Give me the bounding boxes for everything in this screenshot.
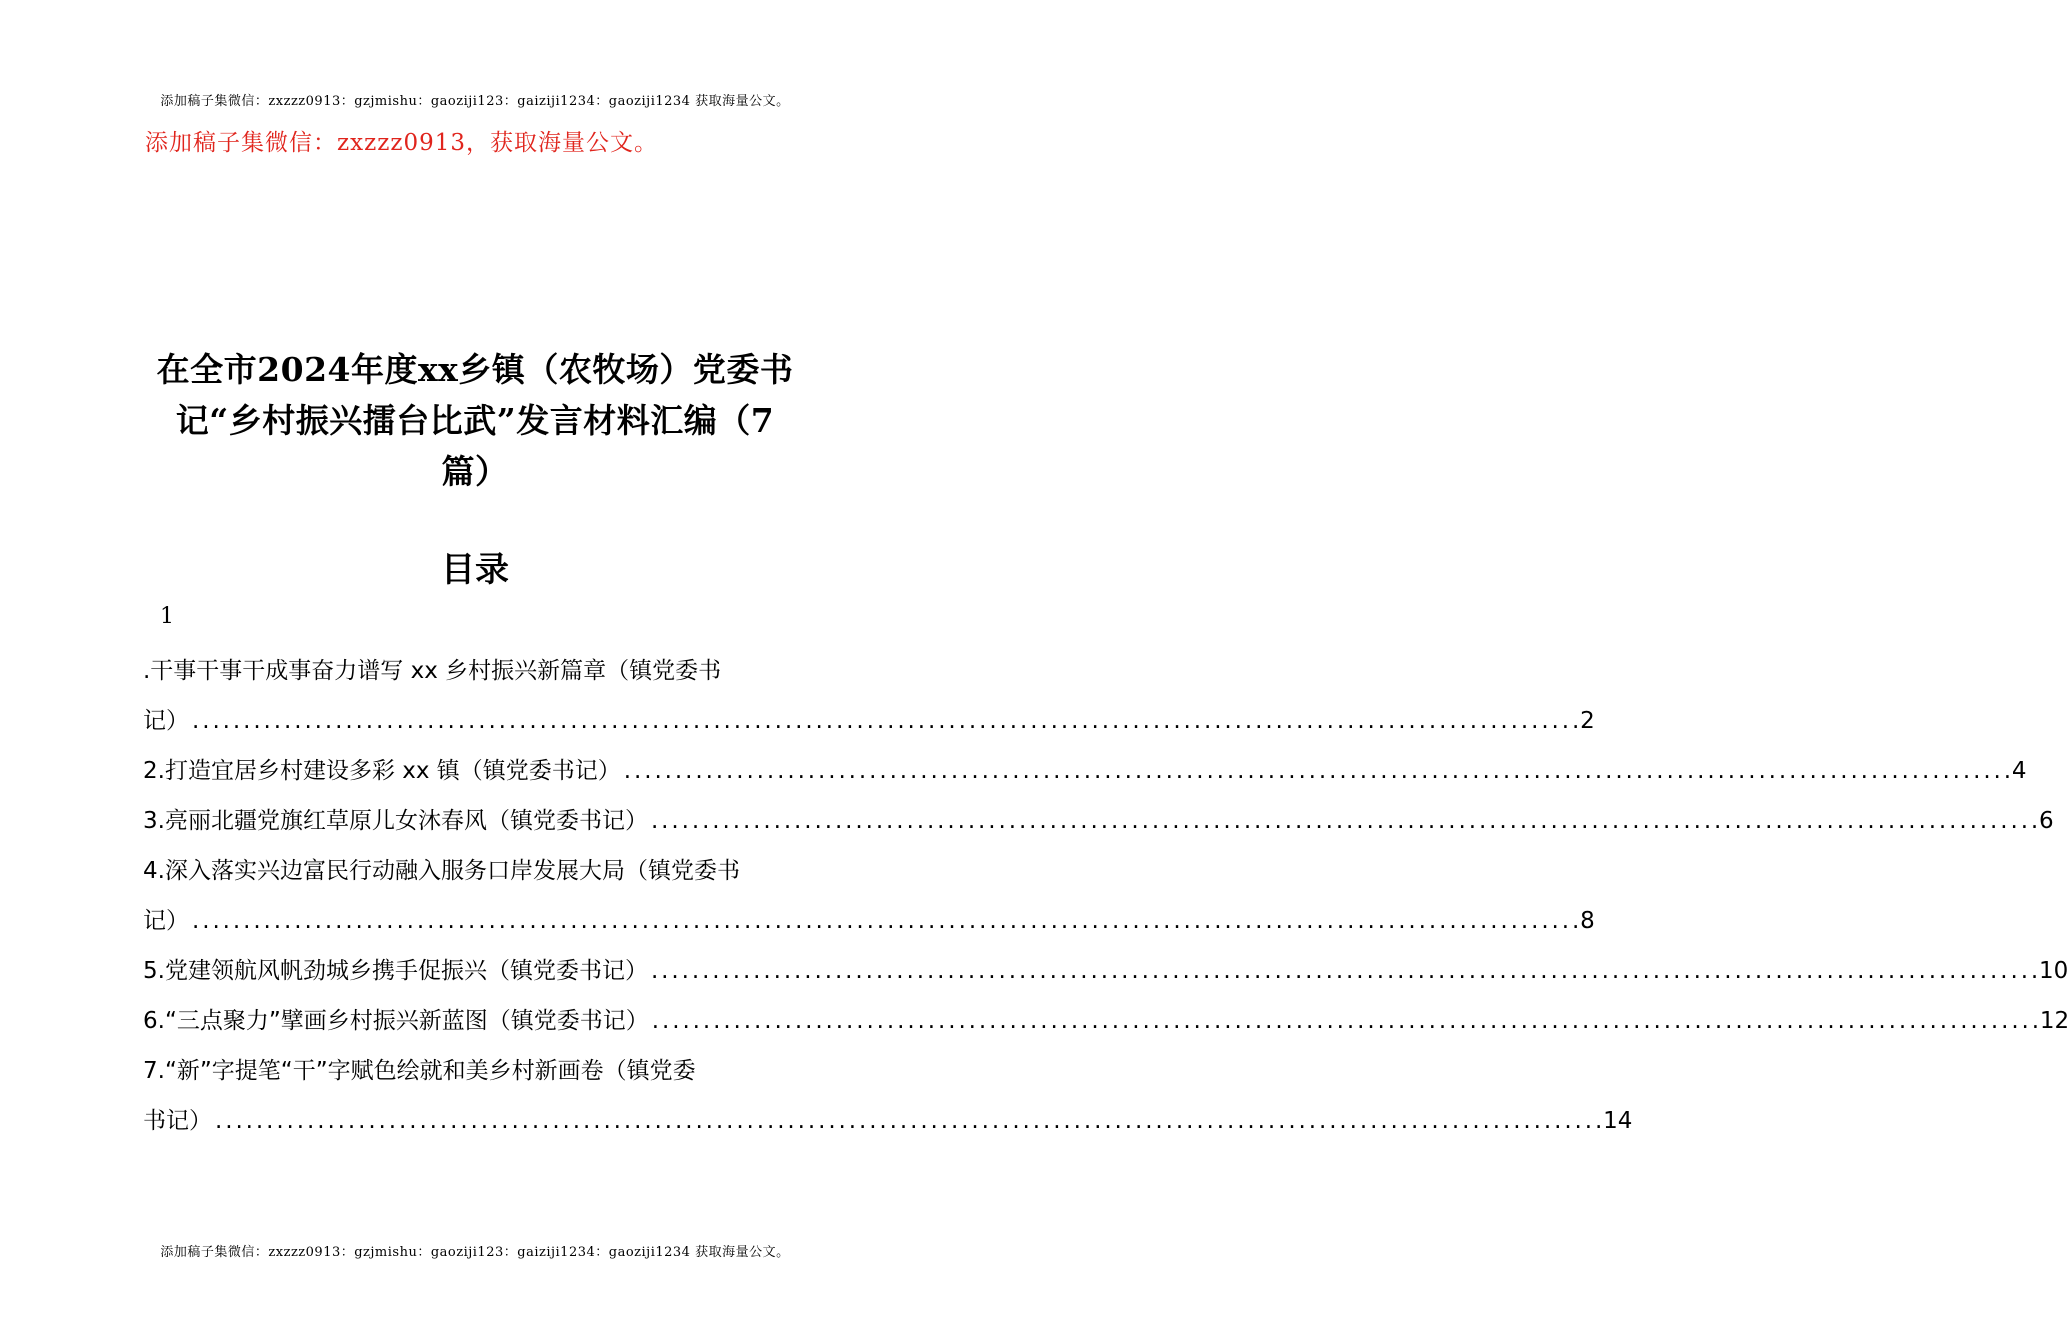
toc-heading: 目录	[441, 550, 509, 590]
toc-entry-text: 3.亮丽北疆党旗红草原儿女沐春风（镇党委书记）	[143, 808, 648, 834]
document-title	[140, 344, 810, 497]
toc-page-number: 14	[1603, 1108, 1633, 1134]
toc-page-number: 8	[1580, 908, 1595, 934]
toc-entry-5[interactable]	[143, 946, 2069, 996]
toc-entry-text: 6.“三点聚力”擘画乡村振兴新蓝图（镇党委书记）	[143, 1008, 649, 1034]
toc-entry-1[interactable]	[143, 646, 1595, 746]
toc-entry-text: .干事干事干成事奋力谱写 xx 乡村振兴新篇章（镇党委书	[143, 658, 722, 684]
toc-first-number: 1	[160, 604, 174, 629]
toc-leader-dots	[651, 946, 2036, 996]
toc-entry-7[interactable]	[143, 1046, 1633, 1146]
title-line-3: 篇）	[441, 452, 509, 491]
toc-leader-dots	[192, 696, 1577, 746]
toc-leader-dots	[215, 1096, 1600, 1146]
toc-entry-text: 5.党建领航风帆劲城乡携手促振兴（镇党委书记）	[143, 958, 648, 984]
top-watermark: 添加稿子集微信：zxzzz0913：gzjmishu：gaoziji123：gaiziji1234：gaoziji1234 获取海量公文。	[160, 94, 790, 109]
toc-leader-dots	[624, 746, 2009, 796]
toc-entry-text: 7.“新”字提笔“干”字赋色绘就和美乡村新画卷（镇党委	[143, 1058, 696, 1084]
toc-leader-dots	[192, 896, 1577, 946]
toc-entry-2[interactable]	[143, 746, 2027, 796]
toc-page-number: 2	[1580, 708, 1595, 734]
toc-entry-text-cont: 记）	[143, 908, 189, 934]
toc-entry-text-cont: 书记）	[143, 1108, 212, 1134]
toc-page-number: 4	[2011, 758, 2027, 784]
toc-entry-3[interactable]	[143, 796, 2054, 846]
title-line-2: 记“乡村振兴擂台比武”发言材料汇编（7	[175, 401, 775, 440]
toc-entry-text-cont: 记）	[143, 708, 189, 734]
toc-page-number: 12	[2039, 1008, 2069, 1034]
toc-page-number: 10	[2039, 958, 2069, 984]
bottom-watermark: 添加稿子集微信：zxzzz0913：gzjmishu：gaoziji123：gaiziji1234：gaoziji1234 获取海量公文。	[160, 1245, 790, 1260]
red-notice: 添加稿子集微信：zxzzz0913，获取海量公文。	[145, 130, 658, 156]
toc-leader-dots	[651, 796, 2036, 846]
toc-entry-6[interactable]	[143, 996, 2069, 1046]
toc-leader-dots	[652, 996, 2037, 1046]
title-line-1: 在全市2024年度xx乡镇（农牧场）党委书	[156, 350, 794, 389]
toc-entry-text: 2.打造宜居乡村建设多彩 xx 镇（镇党委书记）	[143, 758, 621, 784]
toc-page-number: 6	[2039, 808, 2054, 834]
toc-entry-4[interactable]	[143, 846, 1595, 946]
toc-entry-text: 4.深入落实兴边富民行动融入服务口岸发展大局（镇党委书	[143, 858, 740, 884]
table-of-contents	[143, 646, 2069, 1146]
